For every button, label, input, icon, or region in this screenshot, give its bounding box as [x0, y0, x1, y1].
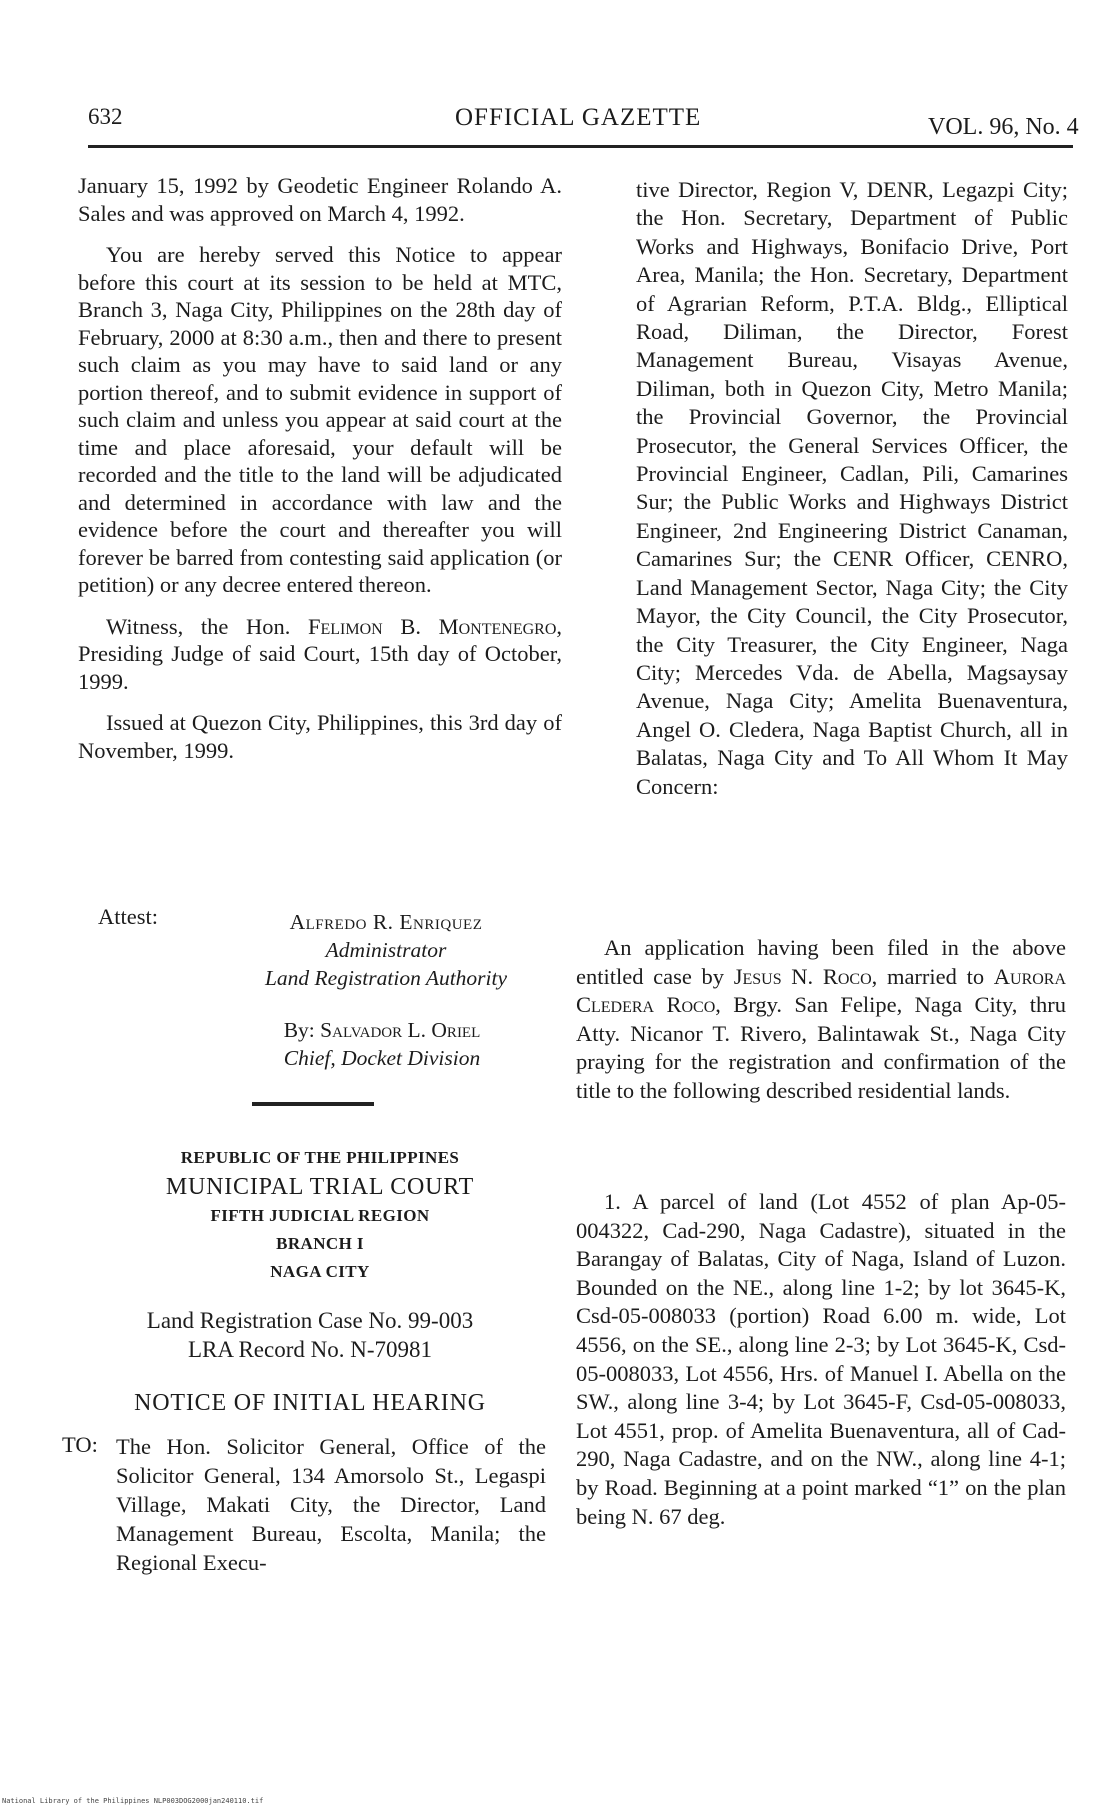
publication-title: OFFICIAL GAZETTE	[455, 104, 702, 131]
paragraph-witness	[78, 613, 562, 696]
lra-record-number: LRA Record No. N-70981	[187, 1337, 433, 1362]
witness-suffix: , Presiding Judge of said Court, 15th day of October, 1999.	[78, 613, 563, 694]
notice-title: NOTICE OF INITIAL HEARING	[134, 1390, 486, 1416]
case-number: Land Registration Case No. 99-003	[146, 1308, 474, 1333]
page-number: 632	[88, 104, 123, 129]
application-text-b: , married to	[871, 963, 985, 989]
spouse-name: Aurora Cledera Roco	[576, 963, 1067, 1017]
by-label: By:	[283, 1018, 315, 1042]
to-label: TO:	[62, 1432, 98, 1457]
applicant-name: Jesus N. Roco	[733, 963, 872, 989]
paragraph-application	[576, 934, 1066, 1105]
by-line	[222, 1016, 542, 1044]
administrator-title: Administrator	[325, 938, 447, 962]
paragraph-survey: January 15, 1992 by Geodetic Engineer Rolando A. Sales and was approved on March 4, 1992.	[78, 173, 562, 226]
witness-prefix: Witness, the Hon.	[106, 613, 291, 639]
paragraph-issued: Issued at Quezon City, Philippines, this 3rd day of November, 1999.	[78, 710, 562, 763]
paragraph-addressees: tive Director, Region V, DENR, Legazpi City; the Hon. Secretary, Department of Public Works and Highways, Bonifacio Drive, Port Area, Manila; the Hon. Secretary, Department of Agrarian Reform, P.T.A. Bldg., Elliptical Road, Diliman, the Director, Forest Management Bureau, Visayas Avenue, Diliman, both in Quezon City, Metro Manila; the Provincial Governor, the Provincial Prosecutor, the General Services Officer, the Provincial Engineer, Cadlan, Pili, Camarines Sur; the Public Works and Highways District Engineer, 2nd Engineering District Canaman, Camarines Sur; the CENR Officer, CENRO, Land Management Sector, Naga City; the City Mayor, the City Council, the City Prosecutor, the City Treasurer, the City Engineer, Naga City; Mercedes Vda. de Abella, Magsaysay Avenue, Naga City; Amelita Buenaventura, Angel O. Cledera, Naga Baptist Church, all in Balatas, Naga City and To All Whom It May Concern:	[636, 177, 1068, 799]
parcel-description	[576, 1188, 1066, 1545]
application-text-c: , Brgy. San Felipe, Naga City, thru Atty. Nicanor T. Rivero, Balintawak St., Naga City praying for the registration and confirmation of the title to the following described residential lands.	[576, 992, 1066, 1103]
paragraph-parcel-1: 1. A parcel of land (Lot 4552 of plan Ap-05-004322, Cad-290, Naga Cadastre), situated in the Barangay of Balatas, City of Naga, Island of Luzon. Bounded on the NE., along line 1-2; by lot 3645-K, Csd-05-008033 (portion) Road 6.00 m. wide, Lot 4556, on the SE., along line 2-3; by Lot 3645-K, Csd-05-008033, Lot 4556, Hrs. of Manuel I. Abella on the SW., along line 3-4; by Lot 3645-F, Csd-05-008033, Lot 4551, prop. of Amelita Buenaventura, all of Cad-290, Naga Cadastre, and on the NW., along line 4-1; by Road. Beginning at a point marked “1” on the plan being N. 67 deg.	[576, 1189, 1066, 1529]
section-divider	[252, 1102, 374, 1106]
application-paragraph	[576, 934, 1066, 1119]
application-text-a: An application having been filed in the above entitled case by	[576, 935, 1066, 989]
docket-chief-title: Chief, Docket Division	[283, 1046, 481, 1070]
header-rule	[88, 145, 1073, 148]
administrator-name: Alfredo R. Enriquez	[289, 910, 483, 934]
court-city: NAGA CITY	[270, 1262, 370, 1281]
court-republic: REPUBLIC OF THE PHILIPPINES	[180, 1148, 460, 1167]
left-column	[78, 172, 562, 778]
court-branch: BRANCH I	[276, 1234, 364, 1253]
addressees-start: The Hon. Solicitor General, Office of the Solicitor General, 134 Amorsolo St., Legaspi Village, Makati City, the Director, Land Management Bureau, Escolta, Manila; the Regional Execu-	[116, 1434, 546, 1575]
by-signature	[222, 1016, 542, 1072]
court-region: FIFTH JUDICIAL REGION	[210, 1206, 430, 1225]
judge-name: Felimon B. Montenegro	[307, 613, 557, 639]
attest-label: Attest:	[98, 904, 158, 929]
paragraph-notice-served: You are hereby served this Notice to appear before this court at its session to be held at MTC, Branch 3, Naga City, Philippines on the 28th day of February, 2000 at 8:30 a.m., then and there to present such claim as you may have to said land or any portion thereof, and to submit evidence in support of such claim and unless you appear at said court at the time and place aforesaid, your default will be recorded and the title to the land will be adjudicated and determined in accordance with law and the evidence before the court and thereafter you will forever be barred from contesting said application (or petition) or any decree entered thereon.	[78, 242, 562, 597]
authority-name: Land Registration Authority	[264, 966, 508, 990]
court-name: MUNICIPAL TRIAL COURT	[165, 1174, 475, 1200]
scan-footer: National Library of the Philippines NLP003DOG2000jan240110.tif	[2, 1797, 264, 1805]
docket-chief-name: Salvador L. Oriel	[320, 1018, 481, 1042]
attest-signature	[226, 908, 546, 992]
volume-number: VOL. 96, No. 4	[928, 114, 1079, 140]
addressees-continued	[636, 176, 1068, 815]
